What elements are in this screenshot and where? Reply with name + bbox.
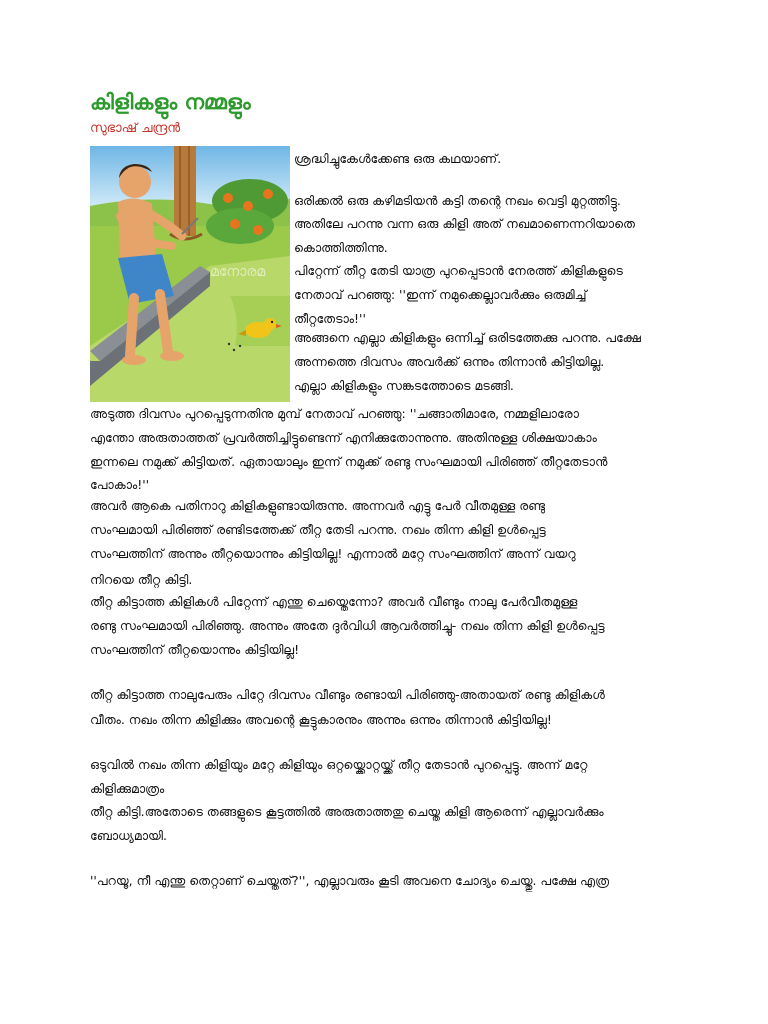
story-line: അതിലേ പറന്നു വന്ന ഒരു കിളി അത് നഖമാണെന്നറിയാതെ (294, 216, 635, 231)
story-line: തീറ്റതേടാം!'' (294, 311, 366, 326)
story-illustration (90, 146, 290, 402)
author-name: സുഭാഷ് ചന്ദ്രൻ (90, 121, 181, 136)
story-line: ഒടുവിൽ നഖം തിന്ന കിളിയും മറ്റേ കിളിയും ഒറ്റയ്ക്കൊറ്റയ്ക്ക് തീറ്റ തേടാൻ പുറപ്പെട്ടു. അന്ന് മറ്റേ (90, 757, 588, 772)
story-line: ശ്രദ്ധിച്ചുകേൾക്കേണ്ട ഒരു കഥയാണ്. (294, 151, 502, 166)
story-line: വീതം. നഖം തിന്ന കിളിക്കും അവന്റെ കൂട്ടുകാരനും അന്നും ഒന്നും തിന്നാൻ കിട്ടിയില്ല! (90, 712, 552, 727)
story-line: പിറ്റേന്ന് തീറ്റ തേടി യാത്ര പുറപ്പെടാൻ നേരത്ത് കിളികളുടെ (294, 263, 623, 278)
story-line: കൊത്തിത്തിന്നു. (294, 240, 388, 255)
story-line: സംഘമായി പിരിഞ്ഞ് രണ്ടിടത്തേക്ക് തീറ്റ തേടി പറന്നു. നഖം തിന്ന കിളി ഉൾപ്പെട്ട (90, 522, 546, 537)
story-line: പോകാം!'' (90, 477, 150, 492)
story-line: അങ്ങനെ എല്ലാ കിളികളും ഒന്നിച്ച് ഒരിടത്തേക്കു പറന്നു. പക്ഷേ (294, 330, 641, 345)
story-line: അടുത്ത ദിവസം പുറപ്പെടുന്നതിനു മുമ്പ് നേതാവ് പറഞ്ഞു: ''ചങ്ങാതിമാരേ, നമ്മളിലാരോ (90, 406, 579, 421)
story-line: ''പറയൂ, നീ എന്തു തെറ്റാണ് ചെയ്തത്?'', എല്ലാവരും കൂടി അവനെ ചോദ്യം ചെയ്തു. പക്ഷേ എത്ര (90, 873, 609, 888)
story-line: നേതാവ് പറഞ്ഞു: ''ഇന്ന് നമുക്കെല്ലാവർക്കും ഒരുമിച്ച് (294, 287, 587, 302)
story-title: കിളികളും നമ്മളും (90, 90, 251, 114)
story-line: ബോധ്യമായി. (90, 828, 167, 843)
story-line: കിളിക്കുമാത്രം (90, 781, 165, 796)
story-line: തീറ്റ കിട്ടി.അതോടെ തങ്ങളുടെ കൂട്ടത്തിൽ അരുതാത്തതു ചെയ്ത കിളി ആരെന്ന് എല്ലാവർക്കും (90, 804, 604, 819)
story-line: അന്നത്തെ ദിവസം അവർക്ക് ഒന്നും തിന്നാൻ കിട്ടിയില്ല. (294, 354, 605, 369)
story-line: അവർ ആകെ പതിനാറു കിളികളുണ്ടായിരുന്നു. അന്നവർ എട്ടു പേർ വീതമുള്ള രണ്ടു (90, 498, 546, 513)
story-line: തീറ്റ കിട്ടാത്ത കിളികൾ പിറ്റേന്ന് എന്തു ചെയ്തെന്നോ? അവർ വീണ്ടും നാലു പേർവീതമുള്ള (90, 594, 578, 609)
story-line: എന്തോ അരുതാത്തത് പ്രവർത്തിച്ചിട്ടുണ്ടെന്ന് എനിക്കുതോന്നുന്നു. അതിനുള്ള ശിക്ഷയാകാം (90, 430, 597, 445)
story-line: ഒരിക്കൽ ഒരു കഴിമടിയൻ കട്ടി തന്റെ നഖം വെട്ടി മുറ്റത്തിട്ടു. (294, 193, 621, 208)
story-line: രണ്ടു സംഘമായി പിരിഞ്ഞു. അന്നും അതേ ദുർവിധി ആവർത്തിച്ചു- നഖം തിന്ന കിളി ഉൾപ്പെട്ട (90, 618, 605, 633)
story-line: തീറ്റ കിട്ടാത്ത നാലുപേരും പിറ്റേ ദിവസം വീണ്ടും രണ്ടായി പിരിഞ്ഞു-അതായത് രണ്ടു കിളികൾ (90, 687, 605, 702)
story-line: ഇന്നലെ നമുക്ക് കിട്ടിയത്. ഏതായാലും ഇന്ന് നമുക്ക് രണ്ടു സംഘമായി പിരിഞ്ഞ് തീറ്റതേടാൻ (90, 454, 608, 469)
story-line: നിറയെ തീറ്റ കിട്ടി. (90, 572, 193, 587)
story-line: എല്ലാ കിളികളും സങ്കടത്തോടെ മടങ്ങി. (294, 378, 514, 393)
illustration-watermark: മനോരമ (210, 264, 266, 280)
story-line: സംഘത്തിന് തീറ്റയൊന്നും കിട്ടിയില്ല! (90, 642, 300, 657)
story-line: സംഘത്തിന് അന്നും തീറ്റയൊന്നും കിട്ടിയില്ല! എന്നാൽ മറ്റേ സംഘത്തിന് അന്ന് വയറു (90, 546, 576, 561)
